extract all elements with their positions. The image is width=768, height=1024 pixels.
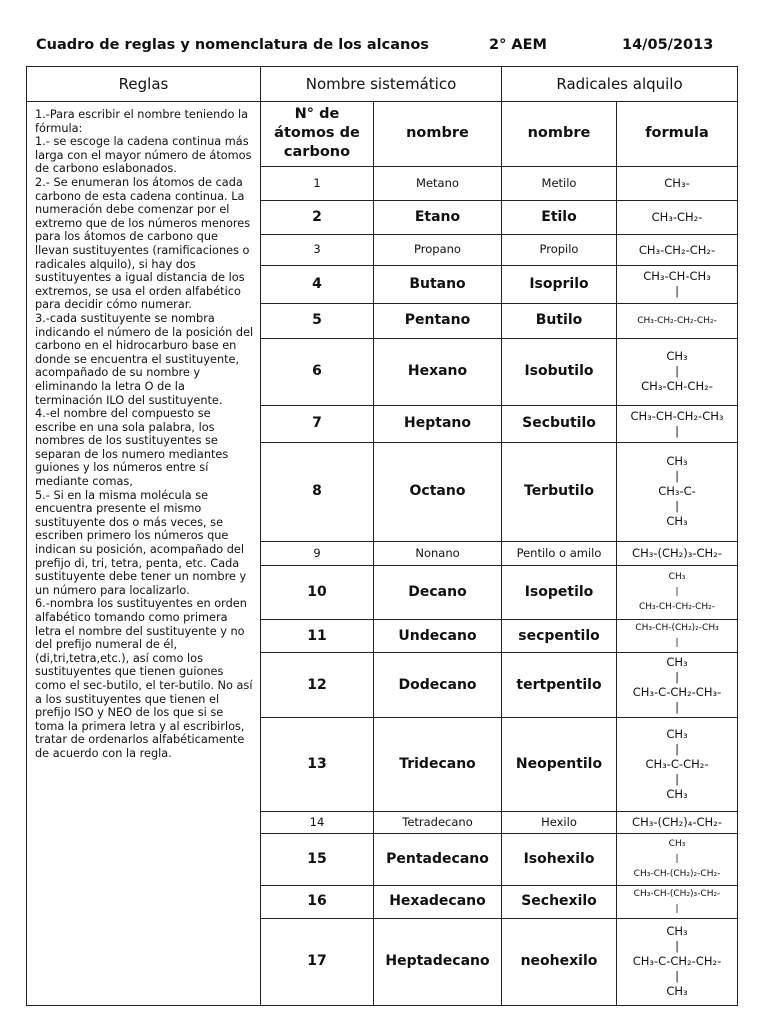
structural-formula: CH₃- [664,176,690,191]
formula-cell [617,811,738,833]
radical-name-cell: Hexilo [502,811,617,833]
radical-name-cell: Isobutilo [502,338,617,405]
carbon-count-cell: 13 [261,718,374,811]
structural-formula: CH₃-CH-(CH₂)₃-CH₂- | [633,888,721,914]
formula-cell [617,442,738,541]
structural-formula: CH₃ | CH₃-C-CH₂-CH₃- | [632,655,722,715]
header-rules: Reglas [27,67,261,102]
grade-label: 2° AEM [489,37,547,53]
rule-paragraph: 6.-nombra los sustituyentes en orden alfabético tomando como primera letra el nombre del sustituyente y no del prefijo numeral de él, (di,tri,tetra,etc.), así como los sustituyentes que tienen guiones como el sec-butilo, el ter-butilo. No así a los sustituyentes que tienen el prefijo ISO y NEO de los que si se toma la primera letra y al escribirlos, tratar de ordenarlos alfabéticamente de acuerdo con la regla. [35,597,257,760]
header-alkyl-radicals: Radicales alquilo [502,67,738,102]
alkane-name-cell: Undecano [374,620,502,653]
alkane-name-cell: Dodecano [374,653,502,718]
alkane-name-cell: Nonano [374,541,502,565]
formula-cell [617,166,738,200]
structural-formula: CH₃-(CH₂)₃-CH₂- [632,546,722,561]
structural-formula: CH₃ | CH₃-CH-CH₂- [641,349,713,394]
carbon-count-cell: 16 [261,885,374,918]
formula-cell [617,265,738,303]
subheader-formula: formula [617,102,738,167]
formula-cell [617,918,738,1005]
formula-cell [617,338,738,405]
subheader-carbon-count: N° de átomos de carbono [261,102,374,167]
alkane-name-cell: Propano [374,234,502,265]
subheader-name: nombre [374,102,502,167]
structural-formula: CH₃-CH-CH₂-CH₃ | [630,408,724,438]
structural-formula: CH₃-CH₂-CH₂-CH₂- [637,316,717,327]
alkane-name-cell: Metano [374,166,502,200]
carbon-count-cell: 10 [261,566,374,620]
formula-cell [617,405,738,442]
carbon-count-cell: 2 [261,200,374,234]
formula-cell [617,885,738,918]
radical-name-cell: tertpentilo [502,653,617,718]
rules-text [27,102,261,1006]
carbon-count-cell: 15 [261,833,374,885]
alkane-name-cell: Decano [374,566,502,620]
carbon-count-cell: 3 [261,234,374,265]
radical-name-cell: Butilo [502,303,617,338]
rule-paragraph: 1.-Para escribir el nombre teniendo la fórmula: [35,108,252,135]
formula-cell [617,833,738,885]
radical-name-cell: Terbutilo [502,442,617,541]
alkane-name-cell: Tetradecano [374,811,502,833]
radical-name-cell: Isoprilo [502,265,617,303]
carbon-count-cell: 6 [261,338,374,405]
radical-name-cell: Pentilo o amilo [502,541,617,565]
alkane-name-cell: Pentadecano [374,833,502,885]
formula-cell [617,566,738,620]
alkane-name-cell: Etano [374,200,502,234]
radical-name-cell: Neopentilo [502,718,617,811]
alkane-name-cell: Tridecano [374,718,502,811]
structural-formula: CH₃-(CH₂)₄-CH₂- [632,815,722,830]
carbon-count-cell: 7 [261,405,374,442]
structural-formula: CH₃-CH₂- [651,210,703,225]
carbon-count-cell: 12 [261,653,374,718]
formula-cell [617,200,738,234]
carbon-count-cell: 11 [261,620,374,653]
radical-name-cell: Propilo [502,234,617,265]
alkane-name-cell: Hexano [374,338,502,405]
date-label: 14/05/2013 [622,37,714,53]
radical-name-cell: Secbutilo [502,405,617,442]
carbon-count-cell: 14 [261,811,374,833]
subheader-radical-name: nombre [502,102,617,167]
structural-formula: CH₃ | CH₃-CH-(CH₂)₂-CH₂- [633,838,721,879]
radical-name-cell: Sechexilo [502,885,617,918]
alkane-name-cell: Hexadecano [374,885,502,918]
structural-formula: CH₃ | CH₃-C-CH₂- | CH₃ [645,726,709,801]
alkane-name-cell: Pentano [374,303,502,338]
formula-cell [617,303,738,338]
formula-cell [617,718,738,811]
structural-formula: CH₃ | CH₃-CH-CH₂-CH₂- [638,572,716,613]
carbon-count-cell: 4 [261,265,374,303]
document-title: Cuadro de reglas y nomenclatura de los alcanos [36,37,429,53]
rule-paragraph: 2.- Se enumeran los átomos de cada carbono de esta cadena continua. La numeración debe comenzar por el extremo que de los números menores para los átomos de carbono que llevan sustituyentes (ramificaciones o radicales alquilo), si hay dos sustituyentes a igual distancia de los extremos, se usa el orden alfabético para decidir cómo numerar. [35,176,254,312]
carbon-count-cell: 5 [261,303,374,338]
radical-name-cell: Isopetilo [502,566,617,620]
formula-cell [617,620,738,653]
structural-formula: CH₃ | CH₃-C-CH₂-CH₂- | CH₃ [632,924,722,999]
structural-formula: CH₃-CH-CH₃ | [643,269,711,299]
alkane-name-cell: Octano [374,442,502,541]
rule-paragraph: 3.-cada sustituyente se nombra indicando el número de la posición del carbono en el hidrocarburo base en donde se encuentra el sustituyente, acompañado de su nombre y eliminando la letra O de la terminación ILO del sustituyente. [35,311,257,407]
radical-name-cell: Etilo [502,200,617,234]
structural-formula: CH₃ | CH₃-C- | CH₃ [658,454,696,529]
formula-cell [617,653,738,718]
header-systematic-name: Nombre sistemático [261,67,502,102]
alkane-name-cell: Heptano [374,405,502,442]
radical-name-cell: secpentilo [502,620,617,653]
formula-cell [617,234,738,265]
radical-name-cell: neohexilo [502,918,617,1005]
alkane-name-cell: Heptadecano [374,918,502,1005]
structural-formula: CH₃-CH₂-CH₂- [638,242,716,257]
carbon-count-cell: 1 [261,166,374,200]
carbon-count-cell: 8 [261,442,374,541]
radical-name-cell: Isohexilo [502,833,617,885]
formula-cell [617,541,738,565]
carbon-count-cell: 9 [261,541,374,565]
rule-paragraph: 4.-el nombre del compuesto se escribe en una sola palabra, los nombres de los sustituyentes se separan de los numero mediantes guiones y los números entre sí mediante comas, [35,407,232,489]
rule-paragraph: 1.- se escoge la cadena continua más larga con el mayor número de átomos de carbono eslabonados. [35,135,256,176]
carbon-count-cell: 17 [261,918,374,1005]
alkane-nomenclature-table [26,66,738,1006]
structural-formula: CH₃-CH-(CH₂)₂-CH₃ | [635,623,719,649]
radical-name-cell: Metilo [502,166,617,200]
alkane-name-cell: Butano [374,265,502,303]
rule-paragraph: 5.- Si en la misma molécula se encuentra presente el mismo sustituyente dos o más veces, se escriben primero los números que indican su posición, acompañado del prefijo di, tri, tetra, penta, etc. Cada sustituyente debe tener un nombre y un número para localizarlo. [35,488,250,597]
